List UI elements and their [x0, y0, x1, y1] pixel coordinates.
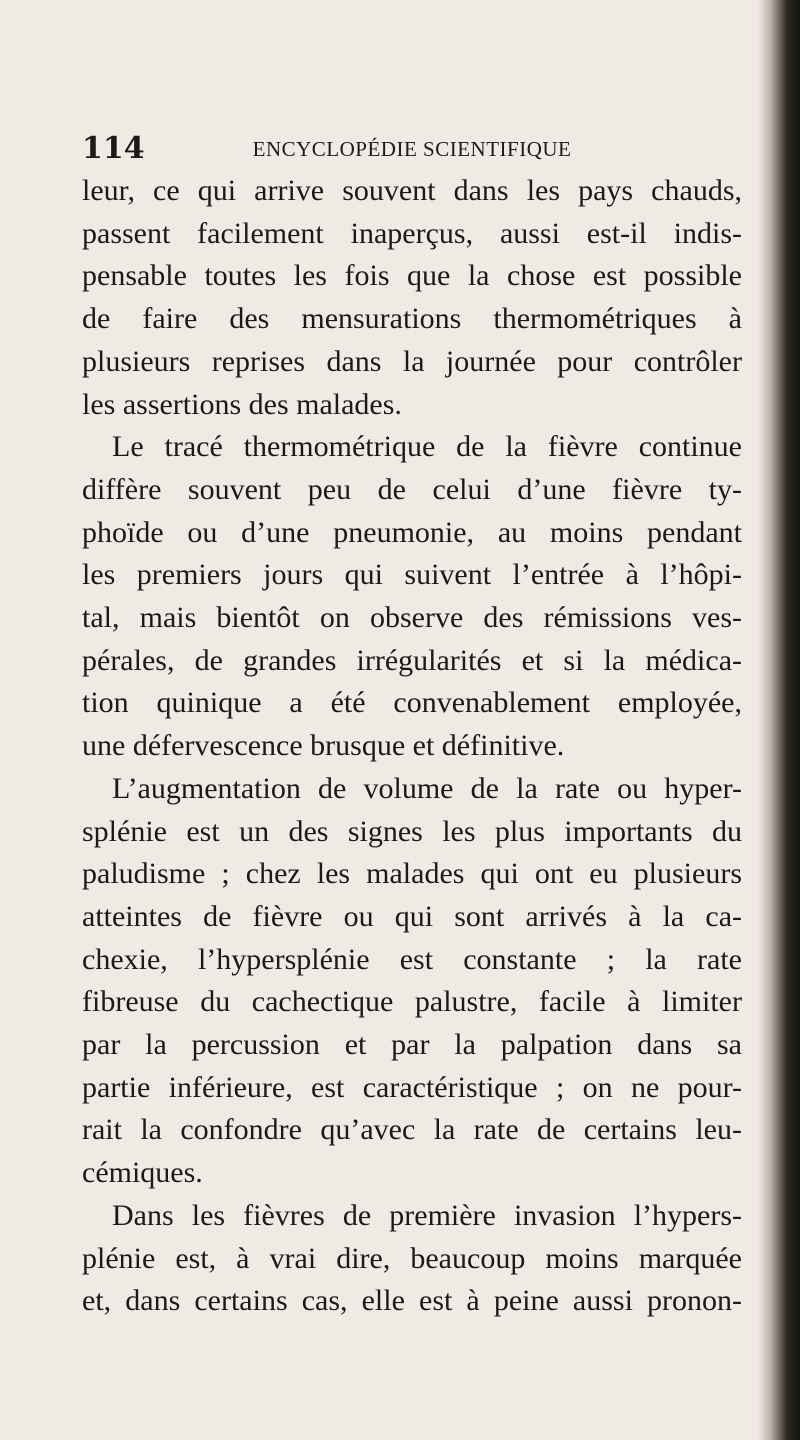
text-line: les assertions des malades. — [82, 387, 402, 421]
text-line: paludisme ; chez les malades qui ont eu plusieurs — [82, 857, 742, 891]
text-line: diffère souvent peu de celui d’une fièvre ty- — [82, 472, 742, 506]
page-header — [82, 132, 742, 166]
text-line: cémiques. — [82, 1156, 203, 1190]
running-title: ENCYCLOPÉDIE SCIENTIFIQUE — [252, 137, 572, 161]
text-line: L’augmentation de volume de la rate ou hyper- — [112, 771, 742, 805]
text-line: Dans les fièvres de première invasion l’hypers- — [112, 1198, 742, 1232]
text-line: tal, mais bientôt on observe des rémissions ves- — [82, 601, 742, 635]
text-line: et, dans certains cas, elle est à peine aussi pronon- — [82, 1284, 742, 1318]
text-line: de faire des mensurations thermométriques à — [82, 302, 742, 336]
text-line: leur, ce qui arrive souvent dans les pays chauds, — [82, 174, 742, 207]
text-line: plusieurs reprises dans la journée pour contrôler — [82, 344, 742, 378]
text-line: fibreuse du cachectique palustre, facile à limiter — [82, 985, 742, 1019]
text-line: pensable toutes les fois que la chose est possible — [82, 259, 742, 293]
page-number: 114 — [82, 131, 145, 166]
text-line: Le tracé thermométrique de la fièvre continue — [112, 430, 742, 464]
text-line: atteintes de fièvre ou qui sont arrivés à la ca- — [82, 899, 742, 933]
text-line: une défervescence brusque et définitive. — [82, 729, 565, 763]
text-line: pérales, de grandes irrégularités et si la médica- — [82, 643, 742, 677]
text-line: tion quinique a été convenablement employée, — [82, 686, 742, 720]
text-line: partie inférieure, est caractéristique ; on ne pour- — [82, 1070, 742, 1104]
text-line: par la percussion et par la palpation dans sa — [82, 1028, 742, 1062]
text-line: splénie est un des signes les plus importants du — [82, 814, 742, 848]
text-line: chexie, l’hypersplénie est constante ; la rate — [82, 942, 742, 976]
text-line: rait la confondre qu’avec la rate de certains leu- — [82, 1113, 742, 1147]
text-line: les premiers jours qui suivent l’entrée à l’hôpi- — [82, 558, 742, 592]
body-text — [82, 170, 742, 1323]
text-line: passent facilement inaperçus, aussi est-il indis- — [82, 216, 742, 250]
text-line: phoïde ou d’une pneumonie, au moins pendant — [82, 515, 742, 549]
text-line: plénie est, à vrai dire, beaucoup moins marquée — [82, 1241, 742, 1275]
page-edge-shadow — [758, 0, 800, 1440]
